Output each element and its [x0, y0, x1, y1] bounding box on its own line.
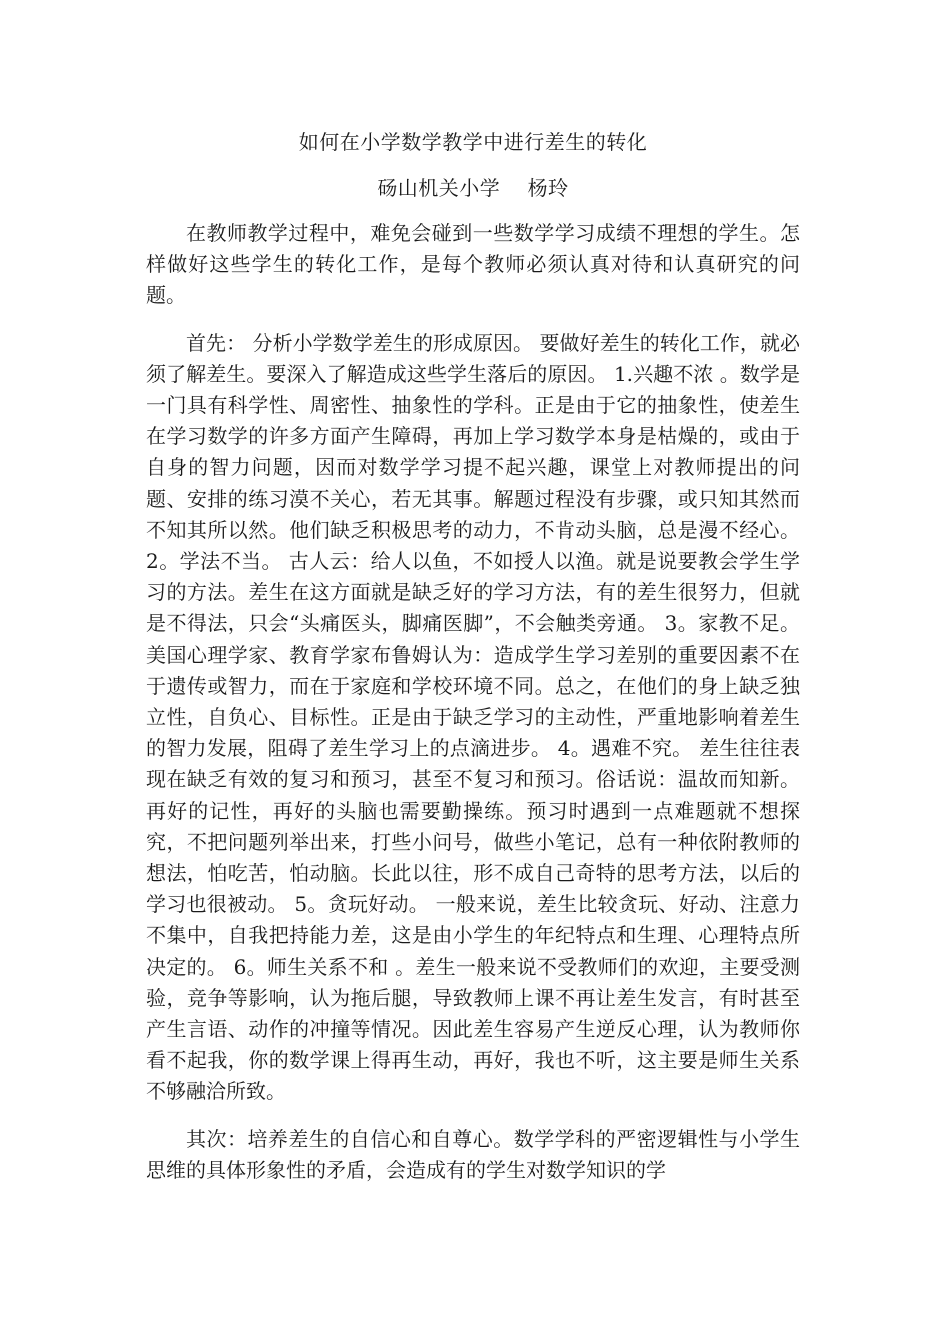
- document-page: [146, 126, 800, 1202]
- document-title: 如何在小学数学教学中进行差生的转化: [298, 130, 648, 154]
- paragraph-intro: 在教师教学过程中，难免会碰到一些数学学习成绩不理想的学生。怎样做好这些学生的转化工作，是每个教师必须认真对待和认真研究的问题。: [146, 221, 800, 308]
- paragraph-confidence: 其次：培养差生的自信心和自尊心。数学学科的严密逻辑性与小学生思维的具体形象性的矛盾，会造成有的学生对数学知识的学: [146, 1126, 800, 1182]
- paragraph-causes: 首先： 分析小学数学差生的形成原因。 要做好差生的转化工作，就必须了解差生。要深入了解造成这些学生落后的原因。 1.兴趣不浓 。数学是一门具有科学性、周密性、抽象性的学科。正是由于它的抽象性，使差生在学习数学的许多方面产生障碍，再加上学习数学本身是枯燥的，或由于自身的智力问题，因而对数学学习提不起兴趣，课堂上对教师提出的问题、安排的练习漠不关心，若无其事。解题过程没有步骤，或只知其然而不知其所以然。他们缺乏积极思考的动力，不肯动头脑，总是漫不经心。 2。学法不当。 古人云：给人以鱼，不如授人以渔。就是说要教会学生学习的方法。差生在这方面就是缺乏好的学习方法，有的差生很努力，但就是不得法，只会“头痛医头，脚痛医脚”，不会触类旁通。 3。家教不足。 美国心理学家、教育学家布鲁姆认为：造成学生学习差别的重要因素不在于遗传或智力，而在于家庭和学校环境不同。总之，在他们的身上缺乏独立性，自负心、目标性。正是由于缺乏学习的主动性，严重地影响着差生的智力发展，阻碍了差生学习上的点滴进步。 4。遇难不究。 差生往往表现在缺乏有效的复习和预习，甚至不复习和预习。俗话说：温故而知新。再好的记性，再好的头脑也需要勤操练。预习时遇到一点难题就不想探究，不把问题列举出来，打些小问号，做些小笔记，总有一种依附教师的想法，怕吃苦，怕动脑。长此以往，形不成自己奇特的思考方法，以后的学习也很被动。 5。贪玩好动。 一般来说，差生比较贪玩、好动、注意力不集中，自我把持能力差，这是由小学生的年纪特点和生理、心理特点所决定的。 6。师生关系不和 。差生一般来说不受教师们的欢迎，主要受测验，竞争等影响，认为拖后腿，导致教师上课不再让差生发言，有时甚至产生言语、动作的冲撞等情况。因此差生容易产生逆反心理，认为教师你看不起我，你的数学课上得再生动，再好，我也不听，这主要是师生关系不够融洽所致。: [146, 330, 800, 1104]
- document-author: 砀山机关小学 杨玲: [377, 176, 569, 200]
